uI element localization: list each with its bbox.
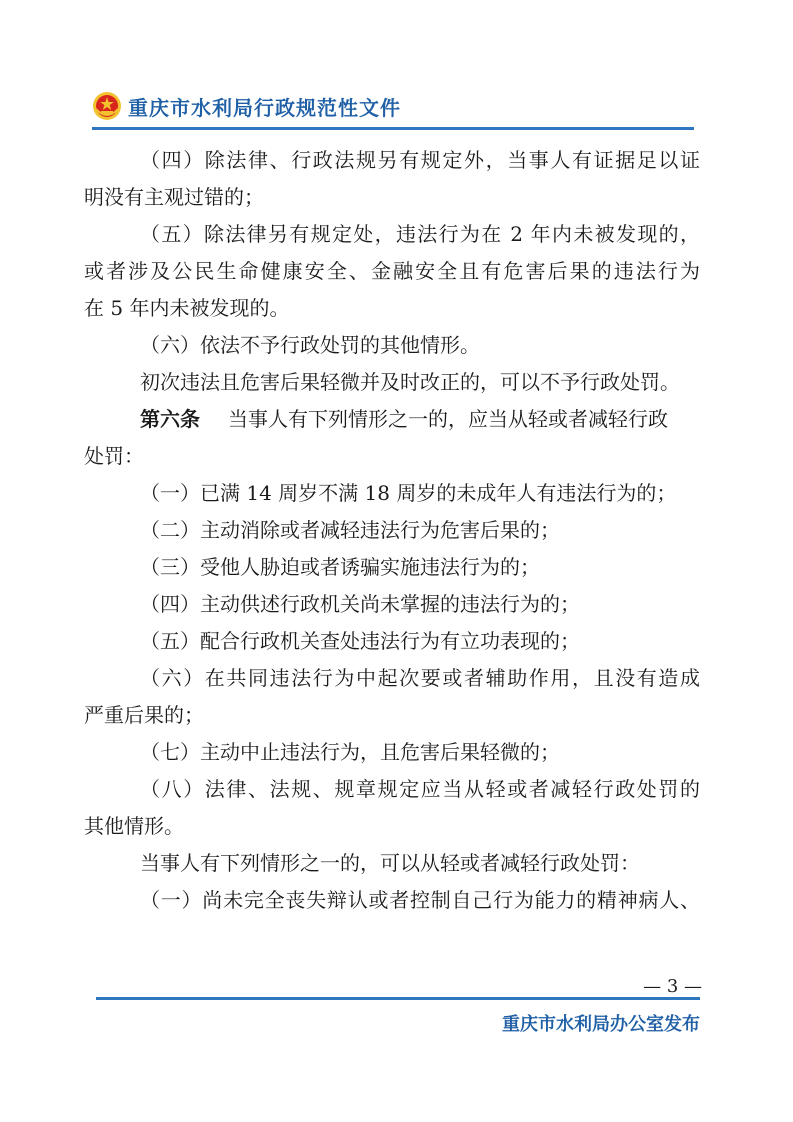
paragraph-line: （四）除法律、行政法规另有规定外，当事人有证据足以证 (140, 148, 700, 172)
paragraph-line: 当事人有下列情形之一的，可以从轻或者减轻行政处罚： (140, 851, 640, 875)
paragraph-line: 其他情形。 (84, 814, 184, 838)
paragraph-line: （六）依法不予行政处罚的其他情形。 (140, 333, 480, 357)
header-divider (92, 127, 694, 130)
paragraph-line: （五）配合行政机关查处违法行为有立功表现的； (140, 629, 580, 653)
paragraph-line: （八）法律、法规、规章规定应当从轻或者减轻行政处罚的 (140, 777, 700, 801)
document-header (92, 86, 401, 126)
article-six-line (84, 401, 700, 438)
paragraph-line: （一）已满 14 周岁不满 18 周岁的未成年人有违法行为的； (140, 481, 677, 505)
paragraph-line: 严重后果的； (84, 703, 204, 727)
article-heading: 第六条 (140, 407, 200, 431)
paragraph-line: 或者涉及公民生命健康安全、金融安全且有危害后果的违法行为 (84, 259, 700, 283)
paragraph-line: 明没有主观过错的； (84, 185, 264, 209)
paragraph-line: （三）受他人胁迫或者诱骗实施违法行为的； (140, 555, 540, 579)
document-body (84, 142, 700, 919)
national-emblem-icon (92, 91, 122, 121)
paragraph-line: （五）除法律另有规定处，违法行为在 2 年内未被发现的， (140, 222, 700, 246)
paragraph-line: （二）主动消除或者减轻违法行为危害后果的； (140, 518, 560, 542)
paragraph-line: （六）在共同违法行为中起次要或者辅助作用，且没有造成 (140, 666, 700, 690)
paragraph-line: 在 5 年内未被发现的。 (84, 296, 290, 320)
header-title: 重庆市水利局行政规范性文件 (128, 95, 401, 120)
footer-divider (96, 997, 700, 1000)
article-text: 当事人有下列情形之一的，应当从轻或者减轻行政 (228, 407, 668, 431)
paragraph-line: （七）主动中止违法行为，且危害后果轻微的； (140, 740, 560, 764)
page-number: — 3 — (643, 976, 702, 997)
paragraph-line: 处罚： (84, 444, 144, 468)
paragraph-line: （四）主动供述行政机关尚未掌握的违法行为的； (140, 592, 580, 616)
footer-publisher: 重庆市水利局办公室发布 (502, 1014, 700, 1035)
paragraph-line: （一）尚未完全丧失辩认或者控制自己行为能力的精神病人、 (140, 888, 700, 912)
paragraph-line: 初次违法且危害后果轻微并及时改正的，可以不予行政处罚。 (140, 370, 680, 394)
